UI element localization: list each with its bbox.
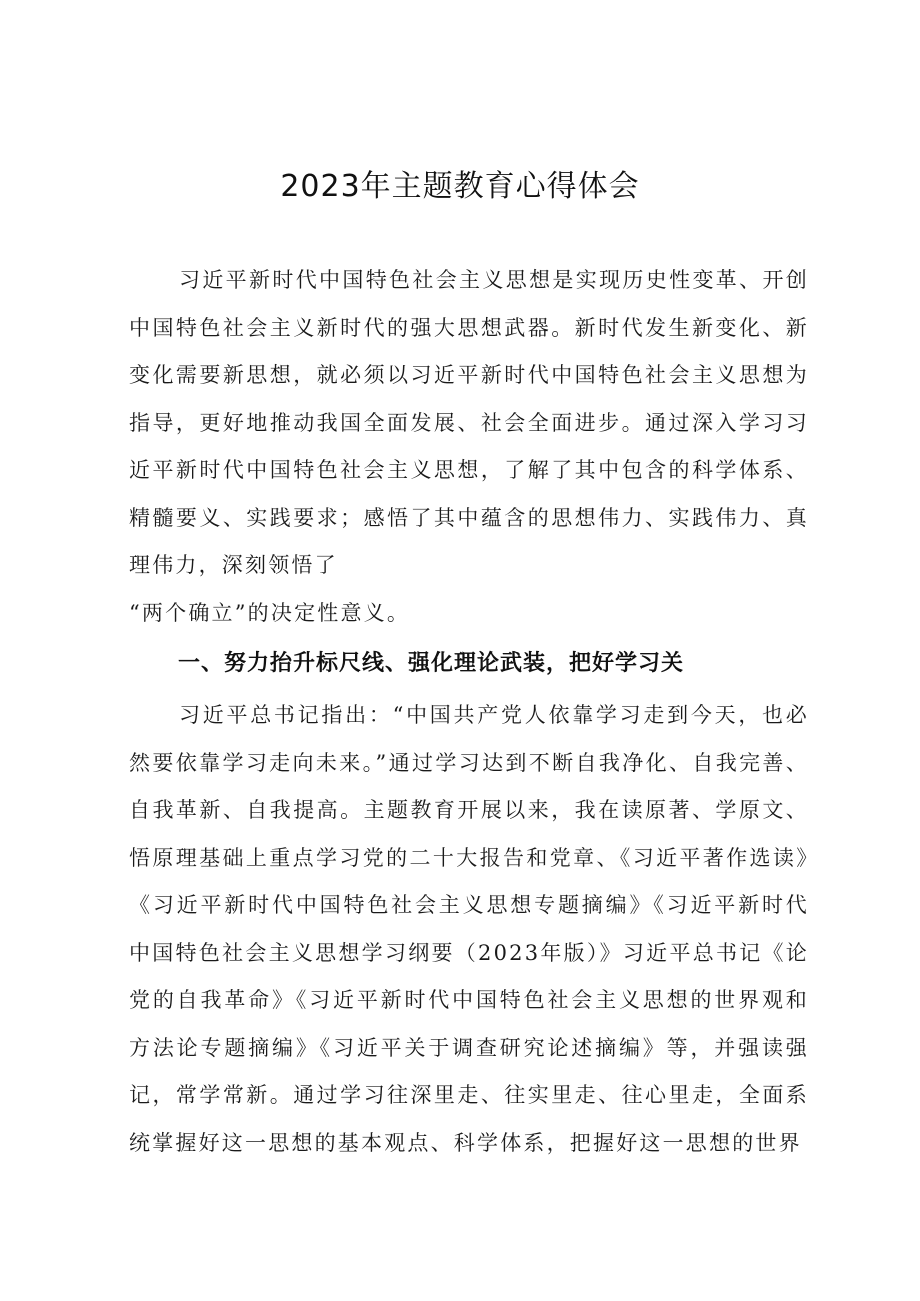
section-heading: 一、努力抬升标尺线、强化理论武装，把好学习关: [178, 651, 685, 676]
intro-paragraph: 习近平新时代中国特色社会主义思想是实现历史性变革、开创中国特色社会主义新时代的强大思想武器。新时代发生新变化、新变化需要新思想，就必须以习近平新时代中国特色社会主义思想为指导，更好地推动我国全面发展、社会全面进步。通过深入学习习近平新时代中国特色社会主义思想，了解了其中包含的科学体系、精髓要义、实践要求；感悟了其中蕴含的思想伟力、实践伟力、真理伟力，深刻领悟了: [129, 268, 809, 577]
section-paragraph: 习近平总书记指出：“中国共产党人依靠学习走到今天，也必然要依靠学习走向未来。”通过学习达到不断自我净化、自我完善、自我革新、自我提高。主题教育开展以来，我在读原著、学原文、悟原理基础上重点学习党的二十大报告和党章、《习近平著作选读》《习近平新时代中国特色社会主义思想专题摘编》《习近平新时代中国特色社会主义思想学习纲要（2023年版）》习近平总书记《论党的自我革命》《习近平新时代中国特色社会主义思想的世界观和方法论专题摘编》《习近平关于调查研究论述摘编》等，并强读强记，常学常新。通过学习往深里走、往实里走、往心里走，全面系统掌握好这一思想的基本观点、科学体系，把握好这一思想的世界: [129, 703, 809, 1155]
intro-paragraph-tail: “两个确立”的决定性意义。: [129, 601, 411, 625]
document-title: 2023年主题教育心得体会: [280, 169, 640, 204]
